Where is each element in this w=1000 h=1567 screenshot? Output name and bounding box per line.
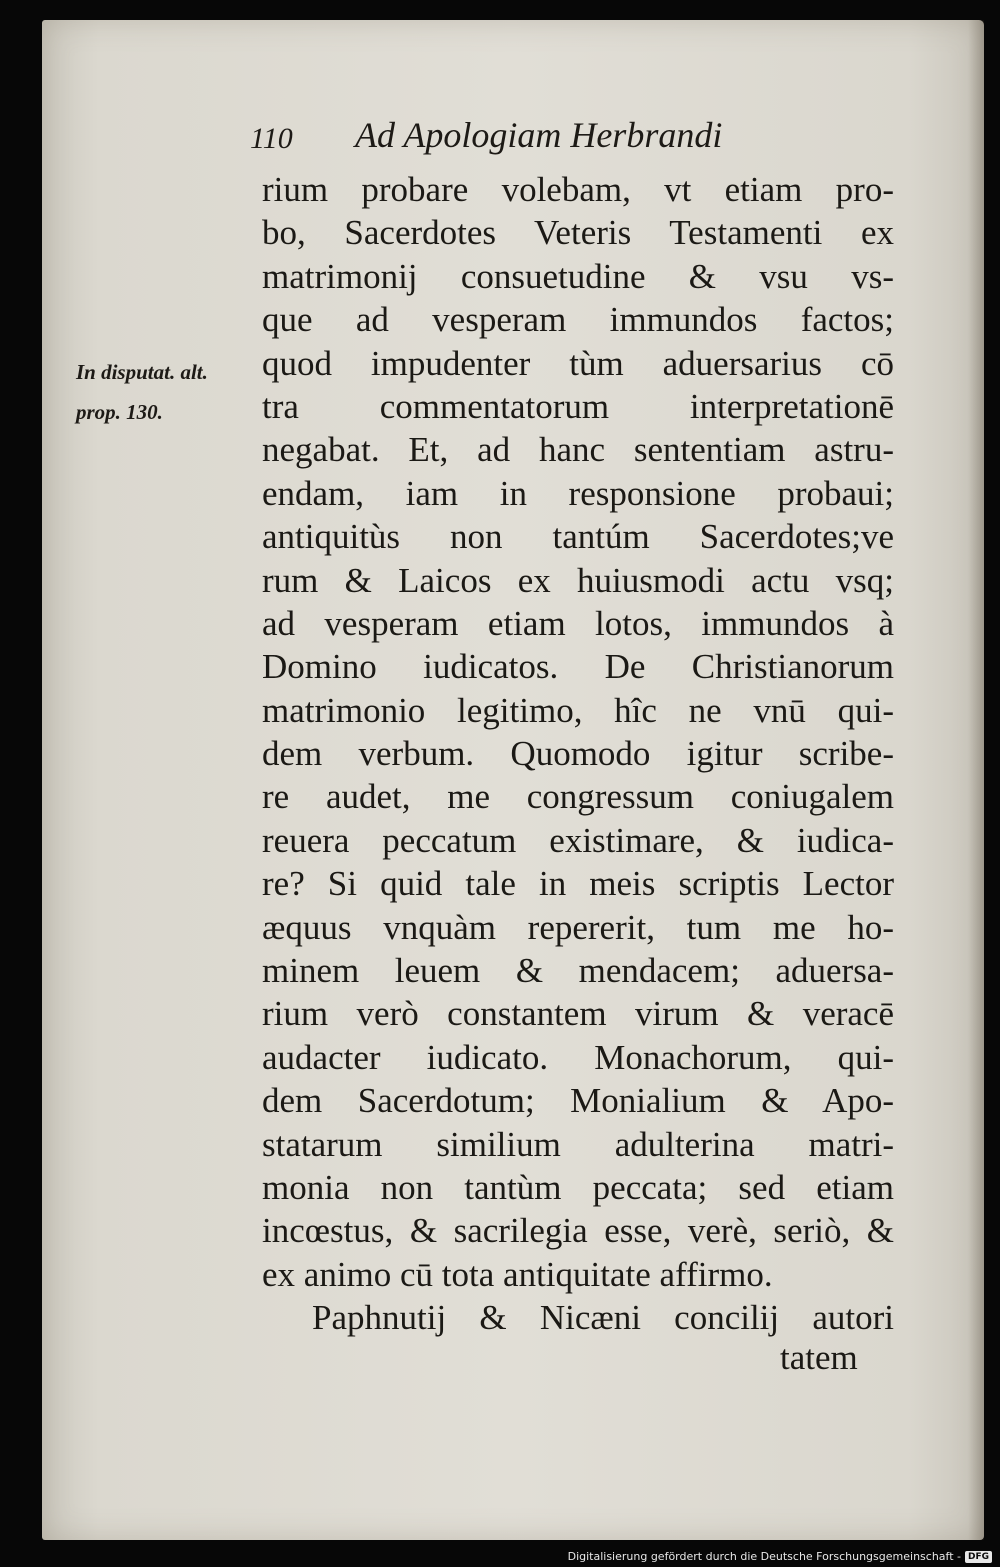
text-line: minem leuem & mendacem; aduersa- xyxy=(262,951,894,991)
text-line: Paphnutij & Nicæni concilij autori xyxy=(312,1298,894,1338)
text-line: matrimonio legitimo, hîc ne vnū qui- xyxy=(262,690,894,730)
page-number: 110 xyxy=(250,122,293,155)
credit-text: Digitalisierung gefördert durch die Deutsche Forschungsgemeinschaft - xyxy=(567,1550,961,1563)
text-line: statarum similium adulterina matri- xyxy=(262,1124,894,1164)
catchword: tatem xyxy=(780,1338,858,1377)
text-line: rium probare volebam, vt etiam pro- xyxy=(262,170,894,209)
text-line: bo, Sacerdotes Veteris Testamenti ex xyxy=(262,213,894,253)
digitization-credit xyxy=(568,1550,992,1563)
text-line: monia non tantùm peccata; sed etiam xyxy=(262,1167,894,1207)
text-line: tra commentatorum interpretationē xyxy=(262,386,894,426)
text-line: audacter iudicato. Monachorum, qui- xyxy=(262,1037,894,1077)
marginal-note-line: In disputat. alt. xyxy=(76,360,208,384)
dfg-logo: DFG xyxy=(965,1551,992,1563)
text-line: reuera peccatum existimare, & iudica- xyxy=(262,820,894,860)
text-line: ex animo cū tota antiquitate affirmo. xyxy=(262,1254,773,1294)
text-line: dem Sacerdotum; Monialium & Apo- xyxy=(262,1081,894,1121)
text-line: negabat. Et, ad hanc sententiam astru- xyxy=(262,430,894,470)
page-header xyxy=(250,112,830,168)
text-line: dem verbum. Quomodo igitur scribe- xyxy=(262,734,894,774)
page-edge-shadow xyxy=(968,20,984,1540)
text-line: Domino iudicatos. De Christianorum xyxy=(262,647,894,687)
text-line: æquus vnquàm repererit, tum me ho- xyxy=(262,907,894,947)
text-line: re? Si quid tale in meis scriptis Lector xyxy=(262,864,894,904)
body-text xyxy=(262,168,894,1340)
text-line: ad vesperam etiam lotos, immundos à xyxy=(262,603,894,643)
text-line: que ad vesperam immundos factos; xyxy=(262,300,894,340)
text-line: rum & Laicos ex huiusmodi actu vsq; xyxy=(262,560,894,600)
marginal-note xyxy=(76,352,266,432)
text-line: quod impudenter tùm aduersarius cō xyxy=(262,343,894,383)
text-line: endam, iam in responsione probaui; xyxy=(262,473,894,513)
text-line: antiquitùs non tantúm Sacerdotes;ve xyxy=(262,517,894,557)
marginal-note-line: prop. 130. xyxy=(76,400,163,424)
text-line: matrimonij consuetudine & vsu vs- xyxy=(262,256,894,296)
text-line: incœstus, & sacrilegia esse, verè, seriò, & xyxy=(262,1211,894,1251)
text-line: rium verò constantem virum & veracē xyxy=(262,994,894,1034)
running-title: Ad Apologiam Herbrandi xyxy=(355,115,723,155)
text-line: re audet, me congressum coniugalem xyxy=(262,777,894,817)
